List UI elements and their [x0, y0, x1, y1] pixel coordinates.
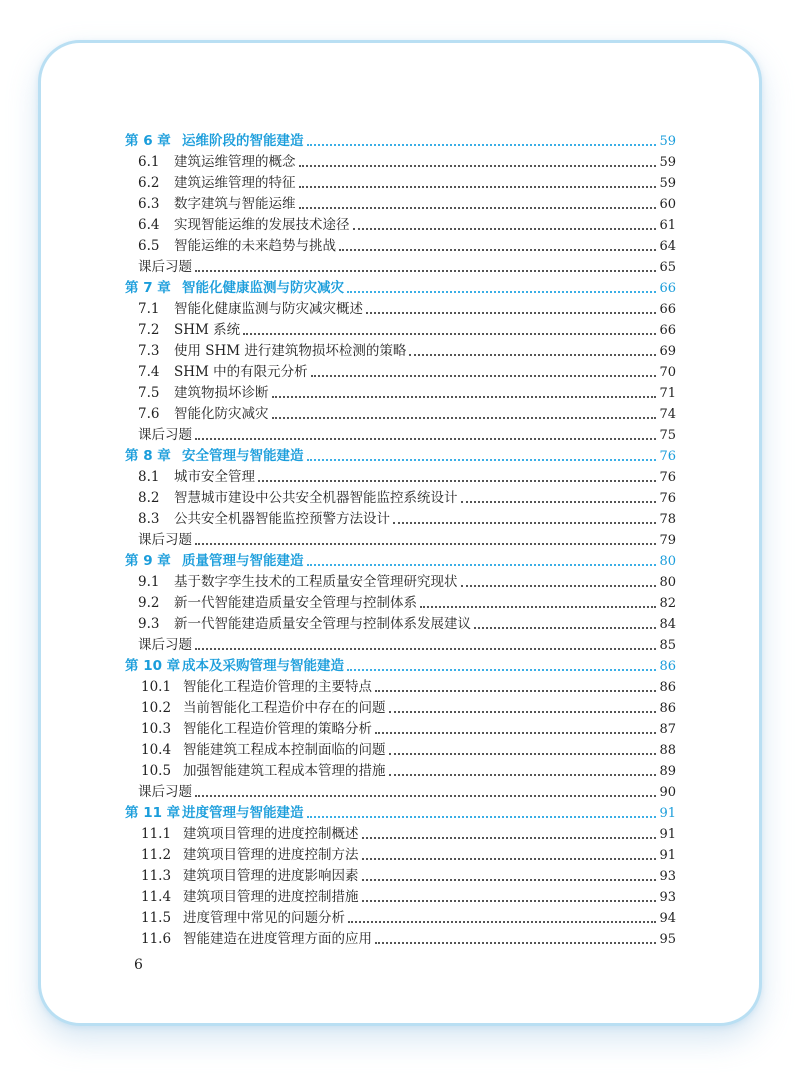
exercise-entry-title: 课后习题 — [138, 637, 192, 653]
chapter-entry-number: 第 6 章 — [125, 133, 171, 149]
dot-leader — [299, 165, 657, 167]
dot-leader — [389, 774, 657, 776]
section-entry-page: 86 — [659, 680, 676, 695]
page-number: 6 — [134, 957, 143, 973]
section-entry-title: 进度管理中常见的问题分析 — [183, 910, 345, 926]
dot-leader — [409, 354, 656, 356]
chapter-entry-title: 运维阶段的智能建造 — [182, 133, 304, 149]
section-entry-page: 66 — [659, 323, 676, 338]
section-entry[interactable] — [125, 614, 676, 635]
dot-leader — [258, 480, 656, 482]
section-entry-number: 7.5 — [138, 385, 160, 401]
section-entry-page: 76 — [659, 491, 676, 506]
section-entry-number: 6.5 — [138, 238, 160, 254]
exercise-entry[interactable] — [125, 530, 676, 551]
section-entry-title: 建筑运维管理的特征 — [174, 175, 296, 191]
section-entry-number: 10.4 — [141, 742, 172, 758]
section-entry-title: 当前智能化工程造价中存在的问题 — [183, 700, 386, 716]
section-entry-title: 智能化防灾减灾 — [174, 406, 269, 422]
dot-leader — [195, 438, 656, 440]
dot-leader — [375, 942, 656, 944]
section-entry-title: 建筑项目管理的进度控制概述 — [183, 826, 359, 842]
dot-leader — [366, 312, 656, 314]
dot-leader — [389, 711, 657, 713]
dot-leader — [393, 522, 656, 524]
chapter-entry[interactable] — [125, 551, 676, 572]
section-entry[interactable] — [125, 698, 676, 719]
section-entry-number: 11.6 — [141, 931, 172, 947]
section-entry-number: 11.5 — [141, 910, 172, 926]
chapter-entry-page: 91 — [659, 806, 676, 821]
section-entry-title: 新一代智能建造质量安全管理与控制体系 — [174, 595, 417, 611]
section-entry[interactable] — [125, 677, 676, 698]
section-entry-number: 7.6 — [138, 406, 160, 422]
dot-leader — [375, 732, 656, 734]
dot-leader — [195, 270, 656, 272]
section-entry-number: 7.4 — [138, 364, 160, 380]
exercise-entry[interactable] — [125, 635, 676, 656]
section-entry-title: 城市安全管理 — [174, 469, 255, 485]
chapter-entry-title: 进度管理与智能建造 — [182, 805, 304, 821]
section-entry[interactable] — [125, 404, 676, 425]
chapter-entry-number: 第 10 章 — [125, 658, 181, 674]
dot-leader — [307, 816, 657, 818]
chapter-entry-title: 智能化健康监测与防灾减灾 — [182, 280, 344, 296]
section-entry-title: 使用 SHM 进行建筑物损坏检测的策略 — [174, 343, 407, 359]
dot-leader — [362, 858, 657, 860]
section-entry-title: 智能化健康监测与防灾减灾概述 — [174, 301, 363, 317]
dot-leader — [195, 543, 656, 545]
section-entry-title: 智能化工程造价管理的策略分析 — [183, 721, 372, 737]
dot-leader — [243, 333, 656, 335]
section-entry-page: 59 — [659, 155, 676, 170]
chapter-entry-number: 第 8 章 — [125, 448, 171, 464]
section-entry-title: 智能建造在进度管理方面的应用 — [183, 931, 372, 947]
chapter-entry[interactable] — [125, 446, 676, 467]
section-entry-title: 新一代智能建造质量安全管理与控制体系发展建议 — [174, 616, 471, 632]
exercise-entry-page: 90 — [659, 785, 676, 800]
dot-leader — [461, 501, 657, 503]
section-entry-number: 10.3 — [141, 721, 172, 737]
section-entry[interactable] — [125, 299, 676, 320]
section-entry-title: SHM 中的有限元分析 — [174, 364, 308, 380]
section-entry-number: 6.4 — [138, 217, 160, 233]
dot-leader — [348, 921, 656, 923]
section-entry-number: 9.1 — [138, 574, 160, 590]
dot-leader — [307, 459, 657, 461]
dot-leader — [339, 249, 656, 251]
section-entry-page: 91 — [659, 848, 676, 863]
section-entry-page: 70 — [659, 365, 676, 380]
dot-leader — [362, 837, 657, 839]
section-entry-number: 10.2 — [141, 700, 172, 716]
section-entry-title: 公共安全机器智能监控预警方法设计 — [174, 511, 390, 527]
chapter-entry[interactable] — [125, 656, 676, 677]
section-entry[interactable] — [125, 887, 676, 908]
section-entry[interactable] — [125, 236, 676, 257]
section-entry-number: 6.2 — [138, 175, 160, 191]
dot-leader — [307, 564, 657, 566]
chapter-entry-number: 第 11 章 — [125, 805, 181, 821]
section-entry-title: 建筑项目管理的进度影响因素 — [183, 868, 359, 884]
section-entry[interactable] — [125, 194, 676, 215]
dot-leader — [362, 900, 657, 902]
section-entry-number: 7.1 — [138, 301, 160, 317]
section-entry-page: 80 — [659, 575, 676, 590]
section-entry[interactable] — [125, 341, 676, 362]
section-entry[interactable] — [125, 908, 676, 929]
dot-leader — [195, 795, 656, 797]
section-entry-title: 基于数字孪生技术的工程质量安全管理研究现状 — [174, 574, 458, 590]
section-entry-page: 59 — [659, 176, 676, 191]
section-entry-number: 11.1 — [141, 826, 172, 842]
section-entry-number: 11.2 — [141, 847, 172, 863]
chapter-entry-page: 76 — [659, 449, 676, 464]
chapter-entry[interactable] — [125, 278, 676, 299]
section-entry[interactable] — [125, 740, 676, 761]
section-entry-number: 11.3 — [141, 868, 172, 884]
dot-leader — [272, 417, 657, 419]
section-entry-title: SHM 系统 — [174, 322, 241, 338]
section-entry-page: 87 — [659, 722, 676, 737]
section-entry[interactable] — [125, 362, 676, 383]
section-entry-page: 76 — [659, 470, 676, 485]
section-entry[interactable] — [125, 761, 676, 782]
chapter-entry-page: 80 — [659, 554, 676, 569]
exercise-entry[interactable] — [125, 257, 676, 278]
dot-leader — [299, 207, 657, 209]
dot-leader — [362, 879, 657, 881]
exercise-entry-title: 课后习题 — [138, 427, 192, 443]
dot-leader — [195, 648, 656, 650]
section-entry-title: 建筑物损坏诊断 — [174, 385, 269, 401]
chapter-entry-page: 86 — [659, 659, 676, 674]
exercise-entry[interactable] — [125, 425, 676, 446]
section-entry-page: 78 — [659, 512, 676, 527]
section-entry[interactable] — [125, 593, 676, 614]
section-entry-page: 89 — [659, 764, 676, 779]
section-entry-title: 建筑运维管理的概念 — [174, 154, 296, 170]
section-entry-page: 71 — [659, 386, 676, 401]
section-entry-page: 69 — [659, 344, 676, 359]
exercise-entry-title: 课后习题 — [138, 532, 192, 548]
chapter-entry-number: 第 9 章 — [125, 553, 171, 569]
section-entry-page: 66 — [659, 302, 676, 317]
section-entry-page: 84 — [659, 617, 676, 632]
dot-leader — [272, 396, 657, 398]
exercise-entry-page: 65 — [659, 260, 676, 275]
dot-leader — [347, 291, 656, 293]
section-entry-page: 88 — [659, 743, 676, 758]
section-entry-title: 智能运维的未来趋势与挑战 — [174, 238, 336, 254]
section-entry-number: 7.3 — [138, 343, 160, 359]
exercise-entry-page: 75 — [659, 428, 676, 443]
section-entry[interactable] — [125, 929, 676, 950]
dot-leader — [461, 585, 657, 587]
section-entry-page: 82 — [659, 596, 676, 611]
section-entry-number: 10.1 — [141, 679, 172, 695]
dot-leader — [375, 690, 656, 692]
section-entry-page: 94 — [659, 911, 676, 926]
section-entry[interactable] — [125, 467, 676, 488]
section-entry-page: 61 — [659, 218, 676, 233]
dot-leader — [311, 375, 657, 377]
section-entry[interactable] — [125, 866, 676, 887]
exercise-entry[interactable] — [125, 782, 676, 803]
section-entry-page: 60 — [659, 197, 676, 212]
section-entry-number: 10.5 — [141, 763, 172, 779]
chapter-entry[interactable] — [125, 131, 676, 152]
section-entry[interactable] — [125, 572, 676, 593]
dot-leader — [347, 669, 656, 671]
section-entry-title: 加强智能建筑工程成本管理的措施 — [183, 763, 386, 779]
section-entry-page: 93 — [659, 869, 676, 884]
section-entry-number: 6.3 — [138, 196, 160, 212]
section-entry-title: 实现智能运维的发展技术途径 — [174, 217, 350, 233]
chapter-entry-page: 59 — [659, 134, 676, 149]
exercise-entry-title: 课后习题 — [138, 784, 192, 800]
chapter-entry-title: 成本及采购管理与智能建造 — [182, 658, 344, 674]
section-entry-page: 74 — [659, 407, 676, 422]
section-entry-number: 8.1 — [138, 469, 160, 485]
dot-leader — [299, 186, 657, 188]
exercise-entry-title: 课后习题 — [138, 259, 192, 275]
section-entry-page: 93 — [659, 890, 676, 905]
dot-leader — [474, 627, 656, 629]
chapter-entry-title: 质量管理与智能建造 — [182, 553, 304, 569]
section-entry[interactable] — [125, 152, 676, 173]
section-entry[interactable] — [125, 488, 676, 509]
section-entry-page: 86 — [659, 701, 676, 716]
exercise-entry-page: 79 — [659, 533, 676, 548]
section-entry-number: 8.2 — [138, 490, 160, 506]
section-entry[interactable] — [125, 383, 676, 404]
chapter-entry[interactable] — [125, 803, 676, 824]
section-entry[interactable] — [125, 173, 676, 194]
dot-leader — [420, 606, 656, 608]
section-entry-number: 9.3 — [138, 616, 160, 632]
dot-leader — [353, 228, 657, 230]
section-entry-title: 建筑项目管理的进度控制措施 — [183, 889, 359, 905]
section-entry[interactable] — [125, 824, 676, 845]
section-entry-title: 智能建筑工程成本控制面临的问题 — [183, 742, 386, 758]
section-entry[interactable] — [125, 845, 676, 866]
section-entry-page: 91 — [659, 827, 676, 842]
exercise-entry-page: 85 — [659, 638, 676, 653]
section-entry-number: 6.1 — [138, 154, 160, 170]
dot-leader — [389, 753, 657, 755]
section-entry-title: 数字建筑与智能运维 — [174, 196, 296, 212]
section-entry-page: 95 — [659, 932, 676, 947]
chapter-entry-title: 安全管理与智能建造 — [182, 448, 304, 464]
section-entry-number: 7.2 — [138, 322, 160, 338]
section-entry-page: 64 — [659, 239, 676, 254]
dot-leader — [307, 144, 657, 146]
section-entry[interactable] — [125, 215, 676, 236]
section-entry-title: 智慧城市建设中公共安全机器智能监控系统设计 — [174, 490, 458, 506]
table-of-contents — [125, 131, 676, 950]
section-entry[interactable] — [125, 509, 676, 530]
section-entry-number: 11.4 — [141, 889, 172, 905]
chapter-entry-page: 66 — [659, 281, 676, 296]
chapter-entry-number: 第 7 章 — [125, 280, 171, 296]
section-entry[interactable] — [125, 320, 676, 341]
section-entry-number: 9.2 — [138, 595, 160, 611]
section-entry[interactable] — [125, 719, 676, 740]
section-entry-number: 8.3 — [138, 511, 160, 527]
section-entry-title: 智能化工程造价管理的主要特点 — [183, 679, 372, 695]
section-entry-title: 建筑项目管理的进度控制方法 — [183, 847, 359, 863]
